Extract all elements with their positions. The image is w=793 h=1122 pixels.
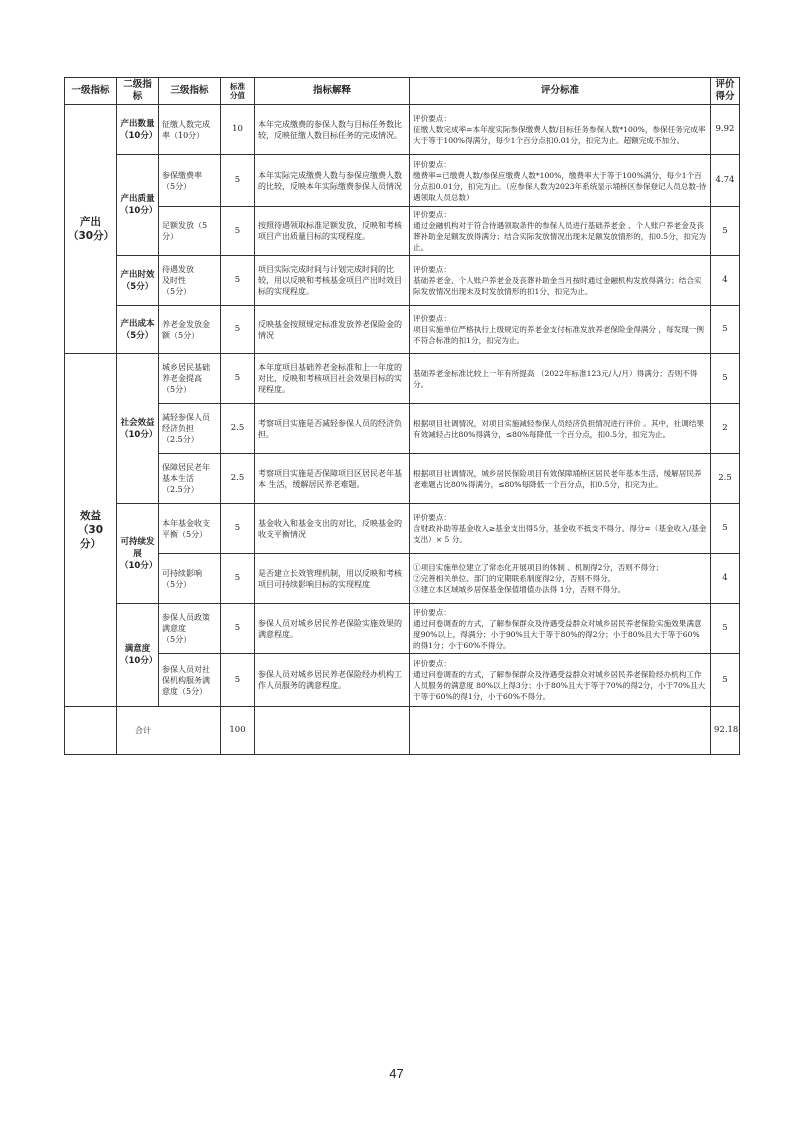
table-row bbox=[65, 155, 740, 207]
explain-cell: 参保人员对城乡居民养老保险实施效果的满意程度。 bbox=[255, 604, 410, 654]
header-level2: 二级指 标 bbox=[117, 78, 159, 105]
group-cost: 产出成本 （5分） bbox=[117, 306, 159, 354]
explain-cell: 本年完成缴费的参保人数与目标任务数比较，反映征缴人数目标任务的完成情况。 bbox=[255, 105, 410, 155]
group-benefit: 效益（30 分） bbox=[65, 354, 117, 707]
group-output: 产出 （30分） bbox=[65, 105, 117, 354]
header-score: 评价 得分 bbox=[711, 78, 740, 105]
indicator-l3: 养老金发放金额（5分） bbox=[159, 306, 221, 354]
page-number: 47 bbox=[389, 1066, 404, 1081]
explain-cell: 反映基金按照规定标准发放养老保险金的情况 bbox=[255, 306, 410, 354]
indicator-l3: 城乡居民基础养老金提高 （5分） bbox=[159, 354, 221, 404]
criteria-cell: 评价要点： 项目实施单位严格执行上级规定的养老金支付标准发放养老保险金得满分 ，每发现一例不符合标准的扣1分，扣完为止。 bbox=[410, 306, 711, 354]
total-score: 92.18 bbox=[711, 707, 740, 755]
header-weight: 标准 分值 bbox=[221, 78, 255, 105]
explain-cell: 按照待遇领取标准足额发放，反映和考核项目产出质量目标的实现程度。 bbox=[255, 207, 410, 256]
weight-cell: 5 bbox=[221, 155, 255, 207]
score-cell: 4.74 bbox=[711, 155, 740, 207]
explain-cell: 项目实际完成时间与计划完成时间的比较，用以反映和考核基金项目产出时效目标的实现程度。 bbox=[255, 256, 410, 306]
group-timeliness: 产出时效 （5分） bbox=[117, 256, 159, 306]
indicator-l3: 保障居民老年基本生活 （2.5分） bbox=[159, 454, 221, 504]
criteria-cell: 评价要点： 通过金融机构对于符合待遇领取条件的参保人员进行基础养老金 、个人账户养老金及丧葬补助金足额发放得满分；结合实际发放情况出现未足额发放情形的，扣0.5分，扣完为止。 bbox=[410, 207, 711, 256]
group-quality: 产出质量 （10分） bbox=[117, 155, 159, 256]
indicator-l3: 参保人员政策满意度 （5分） bbox=[159, 604, 221, 654]
explain-cell: 本年实际完成缴费人数与参保应缴费人数的比较，反映本年实际缴费参保人员情况 bbox=[255, 155, 410, 207]
table-row bbox=[65, 504, 740, 554]
weight-cell: 5 bbox=[221, 354, 255, 404]
weight-cell: 5 bbox=[221, 207, 255, 256]
total-row bbox=[65, 707, 740, 755]
score-cell: 5 bbox=[711, 604, 740, 654]
criteria-cell: 评价要点： 基础养老金、个人账户养老金及丧葬补助金当月按时通过金融机构发放得满分；结合实际发放情况出现未及时发放情形的扣1分，扣完为止。 bbox=[410, 256, 711, 306]
score-cell: 4 bbox=[711, 256, 740, 306]
header-explain: 指标解释 bbox=[255, 78, 410, 105]
table-row bbox=[65, 454, 740, 504]
criteria-cell: 评价要点： 征缴人数完成率=本年度实际参保缴费人数/目标任务参保人数*100%，参保任务完成率大于等于100%得满分，每少1个百分点扣0.01分，扣完为止。超额完成不加分。 bbox=[410, 105, 711, 155]
explain-cell: 参保人员对城乡居民养老保险经办机构工作人员服务的满意程度。 bbox=[255, 654, 410, 707]
table-row bbox=[65, 604, 740, 654]
indicator-l3: 可持续影响 （5分） bbox=[159, 554, 221, 604]
indicator-l3: 减轻参保人员经济负担 （2.5分） bbox=[159, 404, 221, 454]
explain-cell: 本年度项目基础养老金标准和上一年度的对比，反映和考核项目社会效果目标的实现程度。 bbox=[255, 354, 410, 404]
criteria-cell: 评价要点： 通过问卷调查的方式，了解参保群众及待遇受益群众对城乡居民养老保险经办机构工作人员服务的满意度 80%以上得3分；小于80%且大于等于70%的得2分，小于70%且大于等于60%的得1分，小于60%不得分。 bbox=[410, 654, 711, 707]
criteria-cell: 评价要点： 通过问卷调查的方式，了解参保群众及待遇受益群众对城乡居民养老保险实施效果满意度90%以上，得满分；小于90%且大于等于80%的得2分；小于80%且大于等于60%的得1分；小于60%不得分。 bbox=[410, 604, 711, 654]
group-quantity: 产出数量 （10分） bbox=[117, 105, 159, 155]
indicator-l3: 征缴人数完成率（10分） bbox=[159, 105, 221, 155]
score-cell: 9.92 bbox=[711, 105, 740, 155]
total-empty-cell bbox=[65, 707, 117, 755]
evaluation-table bbox=[64, 77, 740, 755]
score-cell: 2.5 bbox=[711, 454, 740, 504]
score-cell: 5 bbox=[711, 207, 740, 256]
indicator-l3: 足额发放（5分） bbox=[159, 207, 221, 256]
criteria-cell: ①项目实施单位建立了常态化开展项目的体制 、机制得2分，否则不得分； ②完善相关单位、部门的定期联系制度得2分，否则不得分。 ③建立本区域城乡居保基金保值增值办法得 1分，否则不得分。 bbox=[410, 554, 711, 604]
criteria-cell: 根据项目社调情况，城乡居民保险项目有效保障埇桥区居民老年基本生活，缓解居民养老难题占比80%得满分，≤80%每降低一个百分点，扣0.5分，扣完为止。 bbox=[410, 454, 711, 504]
score-cell: 5 bbox=[711, 306, 740, 354]
table-row bbox=[65, 207, 740, 256]
weight-cell: 5 bbox=[221, 256, 255, 306]
total-label: 合计 bbox=[117, 707, 221, 755]
weight-cell: 2.5 bbox=[221, 454, 255, 504]
total-weight: 100 bbox=[221, 707, 255, 755]
explain-cell: 是否建立长效管理机制，用以反映和考核项目可持续影响目标的实现程度 bbox=[255, 554, 410, 604]
score-cell: 4 bbox=[711, 554, 740, 604]
table-row bbox=[65, 404, 740, 454]
weight-cell: 5 bbox=[221, 554, 255, 604]
criteria-cell: 基础养老金标准比较上一年有所提高 （2022年标准123元/人/月）得满分；否则不得分。 bbox=[410, 354, 711, 404]
header-level3: 三级指标 bbox=[159, 78, 221, 105]
criteria-cell: 根据项目社调情况，对项目实施减轻参保人员经济负担情况进行评价 。其中，社调结果有效减轻占比80%得满分，≤80%每降低一个百分点，扣0.5分，扣完为止。 bbox=[410, 404, 711, 454]
score-cell: 5 bbox=[711, 654, 740, 707]
score-cell: 5 bbox=[711, 354, 740, 404]
total-empty-cell bbox=[255, 707, 410, 755]
score-cell: 5 bbox=[711, 504, 740, 554]
table-row bbox=[65, 354, 740, 404]
table-row bbox=[65, 256, 740, 306]
total-empty-cell bbox=[410, 707, 711, 755]
header-criteria: 评分标准 bbox=[410, 78, 711, 105]
explain-cell: 考察项目实施是否减轻参保人员的经济负担。 bbox=[255, 404, 410, 454]
table-row bbox=[65, 306, 740, 354]
indicator-l3: 待遇发放 及时性 （5分） bbox=[159, 256, 221, 306]
weight-cell: 10 bbox=[221, 105, 255, 155]
table-row bbox=[65, 554, 740, 604]
group-satisfaction: 满意度 （10分） bbox=[117, 604, 159, 707]
table-header-row bbox=[65, 78, 740, 105]
indicator-l3: 参保缴费率 （5分） bbox=[159, 155, 221, 207]
criteria-cell: 评价要点： 含财政补助等基金收入≥基金支出得5分，基金收不抵支不得分。得分=（基金收入/基金支出）× 5 分。 bbox=[410, 504, 711, 554]
table-row bbox=[65, 105, 740, 155]
weight-cell: 5 bbox=[221, 654, 255, 707]
group-social: 社会效益 （10分） bbox=[117, 354, 159, 504]
explain-cell: 考察项目实施是否保障项目区居民老年基本 生活，缓解居民养老难题。 bbox=[255, 454, 410, 504]
weight-cell: 5 bbox=[221, 504, 255, 554]
group-sustain: 可持续发 展 （10分） bbox=[117, 504, 159, 604]
explain-cell: 基金收入和基金支出的对比，反映基金的收支平衡情况 bbox=[255, 504, 410, 554]
weight-cell: 5 bbox=[221, 604, 255, 654]
indicator-l3: 本年基金收支平衡（5分） bbox=[159, 504, 221, 554]
score-cell: 2 bbox=[711, 404, 740, 454]
header-level1: 一级指标 bbox=[65, 78, 117, 105]
weight-cell: 2.5 bbox=[221, 404, 255, 454]
table-row bbox=[65, 654, 740, 707]
criteria-cell: 评价要点： 缴费率=已缴费人数/参保应缴费人数*100%，缴费率大于等于100%满分，每少1个百分点扣0.01分，扣完为止。（应参保人数为2023年系统显示埇桥区参保登记人员总数-待遇领取人员总数） bbox=[410, 155, 711, 207]
weight-cell: 5 bbox=[221, 306, 255, 354]
indicator-l3: 参保人员对社保机构服务满意度（5分） bbox=[159, 654, 221, 707]
